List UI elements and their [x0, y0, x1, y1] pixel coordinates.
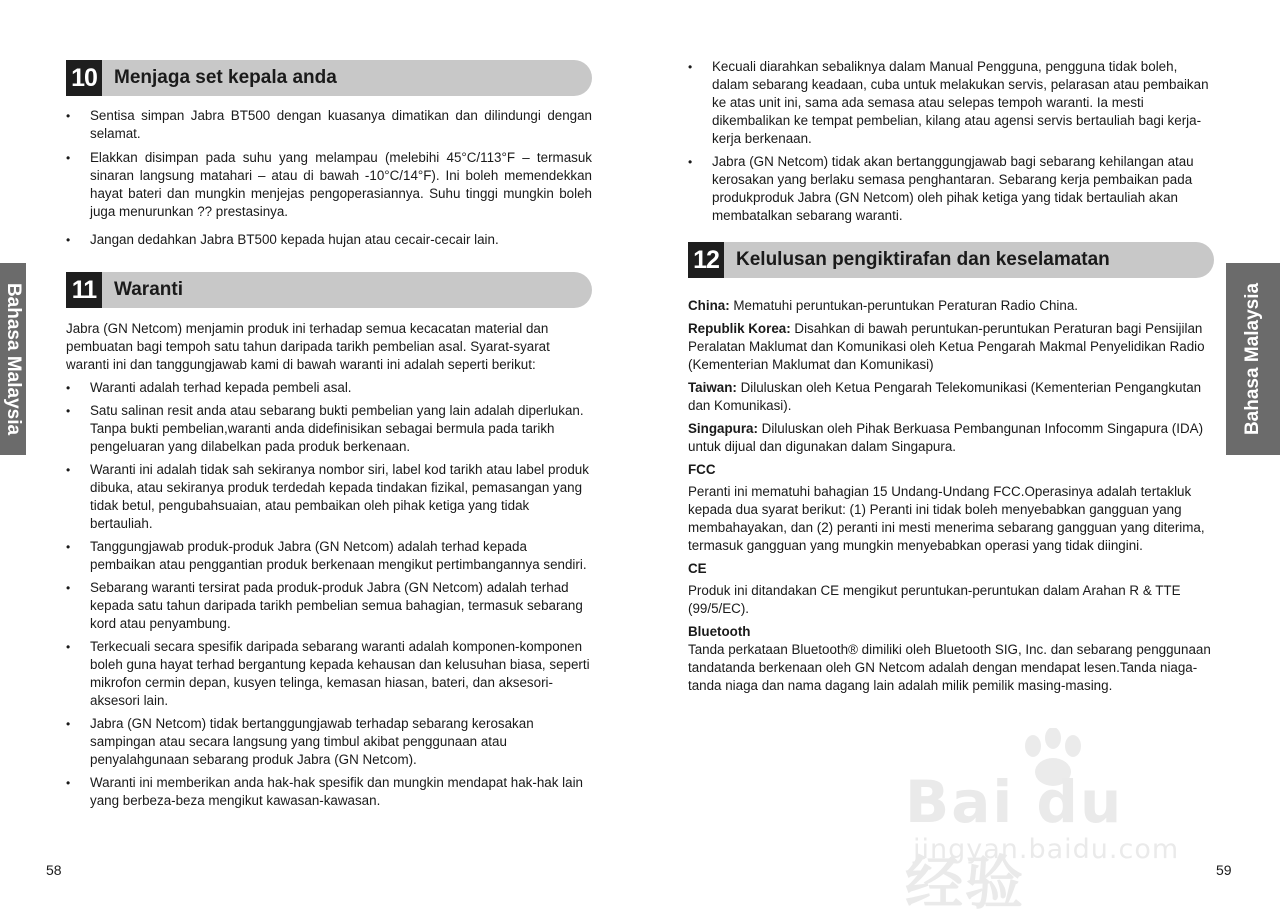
cert-china: [688, 297, 1218, 315]
baidu-watermark: [905, 728, 1205, 917]
bluetooth-heading: Bluetooth: [688, 624, 751, 639]
section-10-bullets: [66, 107, 592, 249]
side-tab-label: Bahasa Malaysia: [3, 282, 24, 436]
list-item: • Sebarang waranti tersirat pada produk-produk Jabra (GN Netcom) adalah terhad kepada satu tahun daripada tarikh pembelian semua bahagian, termasuk sebarang kord atau penyambung.: [66, 579, 592, 633]
list-item: • Satu salinan resit anda atau sebarang bukti pembelian yang lain adalah diperlukan. Tanpa bukti pembelian,waranti anda didefinisikan sebagai bermula pada tarikh pengeluaran yang dilabelkan pada produk berkenaan.: [66, 402, 592, 456]
section-title: Kelulusan pengiktirafan dan keselamatan: [736, 249, 1110, 270]
section-11-header: [66, 272, 592, 308]
list-item: • Jabra (GN Netcom) tidak bertanggungjawab terhadap sebarang kerosakan sampingan atau secara langsung yang timbul akibat penggunaan atau penyalahgunaan sebarang produk Jabra (GN Netcom).: [66, 715, 592, 769]
cert-taiwan: [688, 379, 1218, 415]
cert-label: Singapura:: [688, 421, 758, 436]
cert-text: Mematuhi peruntukan-peruntukan Peraturan Radio China.: [729, 298, 1079, 313]
cert-korea: [688, 320, 1218, 374]
cert-singapura: [688, 420, 1218, 456]
cert-text: Diluluskan oleh Ketua Pengarah Telekomunikasi (Kementerian Pengangkutan dan Komunikasi).: [688, 380, 1202, 413]
page-number: 59: [1216, 862, 1232, 878]
certification-list: [688, 297, 1218, 700]
warranty-bullets: [66, 379, 592, 810]
section-number: 11: [66, 272, 102, 308]
list-item: • Sentisa simpan Jabra BT500 dengan kuasanya dimatikan dan dilindungi dengan selamat.: [66, 107, 592, 143]
list-item: • Jangan dedahkan Jabra BT500 kepada hujan atau cecair-cecair lain.: [66, 231, 592, 249]
language-side-tab-left: [0, 263, 26, 455]
ce-heading: CE: [688, 561, 707, 576]
list-item: • Tanggungjawab produk-produk Jabra (GN Netcom) adalah terhad kepada pembaikan atau penggantian produk berkenaan mengikut pertimbangannya sendiri.: [66, 538, 592, 574]
warranty-continued-bullets: [688, 58, 1216, 225]
list-item: • Waranti adalah terhad kepada pembeli asal.: [66, 379, 592, 397]
cert-text: Disahkan di bawah peruntukan-peruntukan Peraturan bagi Pensijilan Peralatan Maklumat dan Komunikasi oleh Ketua Pengarah Makmal Penyelidikan Radio (Kementerian Maklumat dan Komunikasi): [688, 321, 1205, 372]
cert-label: Taiwan:: [688, 380, 737, 395]
section-title: Menjaga set kepala anda: [114, 67, 337, 88]
ce-text: Produk ini ditandakan CE mengikut peruntukan-peruntukan dalam Arahan R & TTE (99/5/EC).: [688, 583, 1181, 616]
bluetooth-text: Tanda perkataan Bluetooth® dimiliki oleh Bluetooth SIG, Inc. dan sebarang penggunaan tandatanda berkenaan oleh GN Netcom adalah dengan mendapat lesen.Tanda niaga-tanda niaga dan nama dagang lain adalah milik pemilik masing-masing.: [688, 642, 1211, 693]
cert-text: Diluluskan oleh Pihak Berkuasa Pembangunan Infocomm Singapura (IDA) untuk dijual dan digunakan dalam Singapura.: [688, 421, 1204, 454]
list-item: • Kecuali diarahkan sebaliknya dalam Manual Pengguna, pengguna tidak boleh, dalam sebarang keadaan, cuba untuk melakukan servis, pelarasan atau pembaikan ke atas unit ini, sama ada semasa atau selepas tempoh waranti. Ia mesti dikembalikan ke tempat pembelian, kilang atau agensi servis bertauliah bagi kerja-kerja berkenaan.: [688, 58, 1216, 148]
watermark-url: jingyan.baidu.com: [913, 834, 1180, 865]
section-12-header: [688, 242, 1214, 278]
page-number: 58: [46, 862, 62, 878]
list-item: • Jabra (GN Netcom) tidak akan bertanggungjawab bagi sebarang kehilangan atau kerosakan yang berlaku semasa penghantaran. Sebarang kerja pembaikan pada produkproduk Jabra (GN Netcom) oleh pihak ketiga yang tidak bertauliah akan membatalkan sebarang waranti.: [688, 153, 1216, 225]
fcc-heading: FCC: [688, 462, 716, 477]
watermark-logo: Bai du 经验: [905, 768, 1124, 917]
language-side-tab-right: [1226, 263, 1280, 455]
warranty-intro: Jabra (GN Netcom) menjamin produk ini terhadap semua kecacatan material dan pembuatan bagi tempoh satu tahun daripada tarikh pembelian asal. Syarat-syarat waranti ini dan tanggungjawab kami di bawah waranti ini adalah seperti berikut:: [66, 321, 550, 372]
list-item: • Waranti ini memberikan anda hak-hak spesifik dan mungkin mendapat hak-hak lain yang berbeza-beza mengikut kawasan-kawasan.: [66, 774, 592, 810]
side-tab-label: Bahasa Malaysia: [1242, 282, 1263, 436]
section-title: Waranti: [114, 279, 183, 300]
list-item: • Terkecuali secara spesifik daripada sebarang waranti adalah komponen-komponen boleh guna hayat terhad bergantung kepada kehausan dan kelusuhan biasa, seperti mikrofon cermin depan, kusyen telinga, kemasan hiasan, bateri, dan aksesori-aksesori lain.: [66, 638, 592, 710]
cert-label: China:: [688, 298, 730, 313]
fcc-text: Peranti ini mematuhi bahagian 15 Undang-Undang FCC.Operasinya adalah tertakluk kepada dua syarat berikut: (1) Peranti ini tidak boleh menyebabkan gangguan yang membahayakan, dan (2) peranti ini mesti menerima sebarang gangguan yang diterima, termasuk gangguan yang mungkin menyebabkan operasi yang tidak diingini.: [688, 484, 1205, 553]
list-item: • Elakkan disimpan pada suhu yang melampau (melebihi 45°C/113°F – termasuk sinaran langsung matahari – atau di bawah -10°C/14°F). Ini boleh memendekkan hayat bateri dan mungkin menjejas pengoperasiannya. Suhu tinggi mungkin boleh juga menurunkan ?? prestasinya.: [66, 149, 592, 221]
section-number: 10: [66, 60, 102, 96]
cert-label: Republik Korea:: [688, 321, 791, 336]
section-10-header: [66, 60, 592, 96]
list-item: • Waranti ini adalah tidak sah sekiranya nombor siri, label kod tarikh atau label produk dibuka, atau sekiranya produk terdedah kepada tindakan fizikal, pemasangan yang tidak betul, pengubahsuaian, atau pembaikan oleh pihak ketiga yang tidak bertauliah.: [66, 461, 592, 533]
section-number: 12: [688, 242, 724, 278]
